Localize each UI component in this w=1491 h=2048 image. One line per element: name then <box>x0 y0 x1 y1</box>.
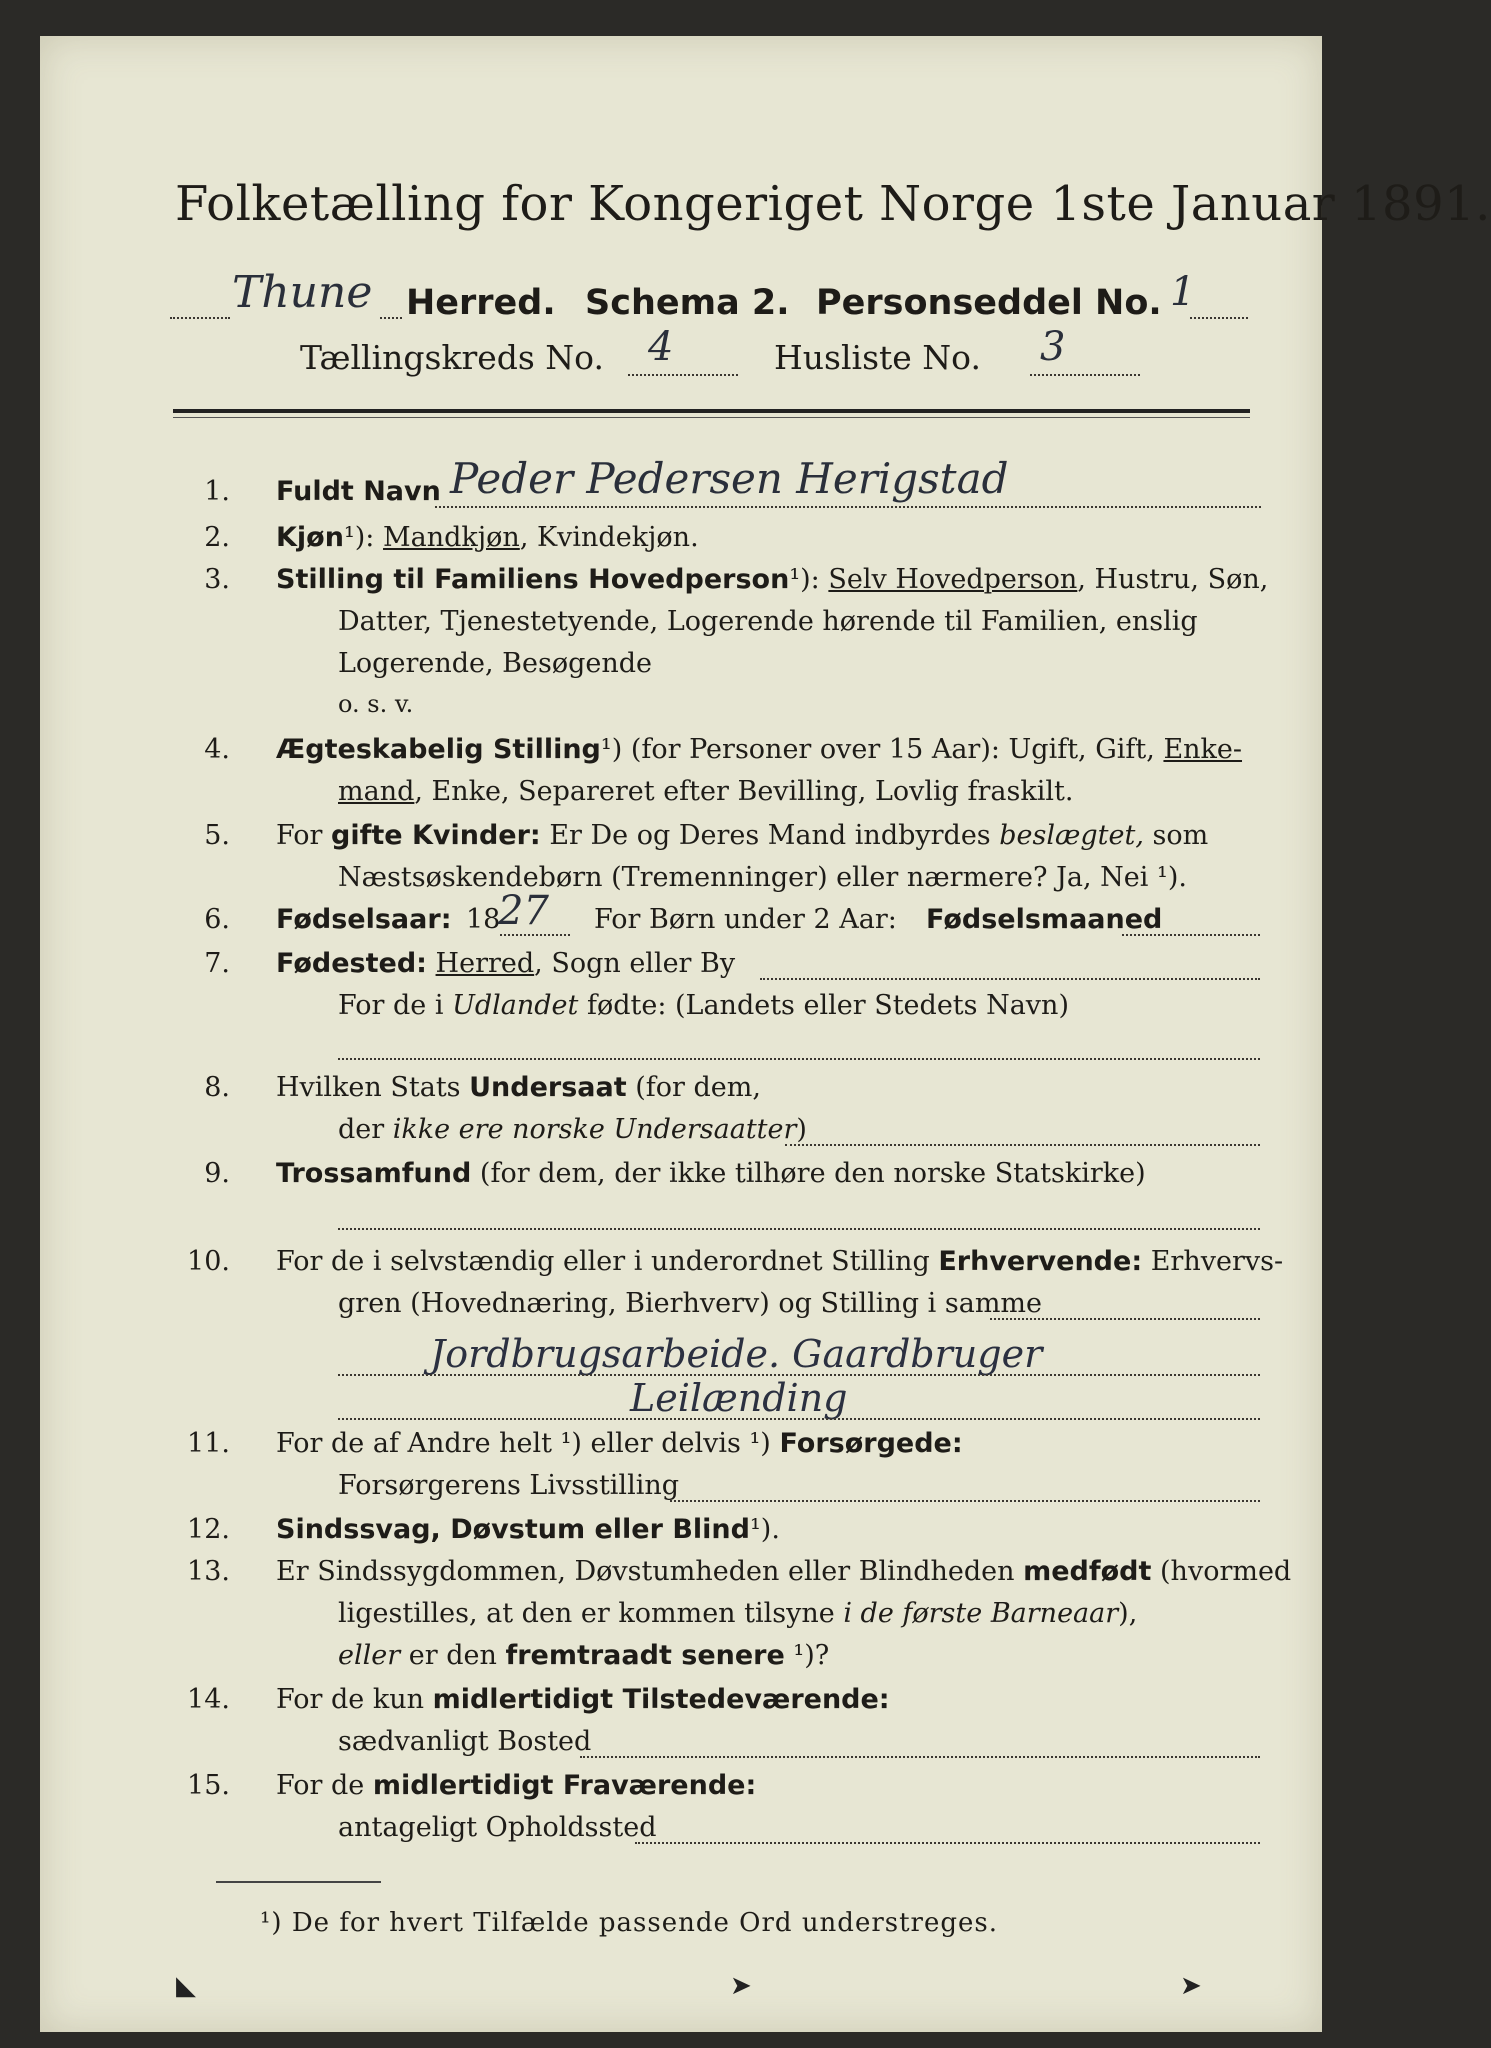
header-line-kreds <box>300 324 1160 388</box>
item-13-medfodt: 13. Er Sindssygdommen, Døvstumheden eller Blindheden medfødt (hvormed ligestilles, at den er kommen tilsyne i de første Barneaar), eller er den fremtraadt senere ¹)? <box>187 1556 1292 1671</box>
footnote-rule <box>216 1881 381 1883</box>
item-9-trossamfund: 9. Trossamfund (for dem, der ikke tilhøre den norske Statskirke) <box>180 1158 1260 1242</box>
item-8-undersaat: 8. Hvilken Stats Undersaat (for dem, der ikke ere norske Undersaatter) <box>180 1072 1260 1156</box>
registration-mark-right: ➤ <box>1180 1971 1202 2001</box>
form-title: Folketælling for Kongeriget Norge 1ste Januar 1891. <box>175 176 1491 232</box>
personseddel-label: Personseddel No. <box>816 283 1162 323</box>
personseddel-value: 1 <box>1170 269 1196 315</box>
erhverv-handwriting-1: Jordbrugsarbeide. Gaardbruger <box>430 1332 1043 1376</box>
mandkjon-underlined: Mandkjøn <box>383 522 520 553</box>
fuldt-navn-label: Fuldt Navn <box>276 476 441 507</box>
item-11-forsorgede: 11. For de af Andre helt ¹) eller delvis ¹) Forsørgede: Forsørgerens Livsstilling <box>180 1428 1260 1512</box>
enkemand-underlined: mand <box>338 776 415 807</box>
footnote: ¹) De for hvert Tilfælde passende Ord understreges. <box>260 1908 999 1938</box>
item-6-fodselsaar: 6. Fødselsaar: 18 27 For Børn under 2 Aar: Fødselsmaaned <box>180 904 1260 946</box>
item-12-sindssvag: 12. Sindssvag, Døvstum eller Blind¹). <box>187 1514 780 1545</box>
selv-hovedperson-underlined: Selv Hovedperson <box>828 564 1078 595</box>
registration-mark-center: ➤ <box>730 1971 752 2001</box>
item-15-fravaerende: 15. For de midlertidigt Fraværende: antageligt Opholdssted <box>180 1770 1260 1854</box>
header-line-herred <box>170 267 1250 331</box>
herred-underlined: Herred <box>435 948 535 979</box>
item-10-erhverv: 10. For de i selvstændig eller i underordnet Stilling Erhvervende: Erhvervs- gren (Hovednæring, Bierhverv) og Stilling i samme Jordbrugsarbeide. Gaardbruger Leilænding <box>187 1246 1284 1420</box>
header-rule-thin <box>173 417 1250 418</box>
item-1-name: 1. Fuldt Navn Peder Pedersen Herigstad <box>180 476 1260 520</box>
kreds-label: Tællingskreds No. <box>300 338 604 377</box>
schema-label: Schema 2. <box>585 283 790 323</box>
herred-label: Herred. <box>406 283 556 323</box>
fodselsaar-value: 27 <box>498 888 549 934</box>
herred-value: Thune <box>232 267 373 318</box>
header-rule <box>173 409 1250 413</box>
census-form-sheet <box>40 36 1491 2032</box>
kreds-value: 4 <box>648 324 674 370</box>
erhverv-handwriting-2: Leilænding <box>630 1376 848 1420</box>
item-2-kjon: 2. Kjøn¹): Mandkjøn, Kvindekjøn. <box>204 522 699 553</box>
item-4-aegteskab: 4. Ægteskabelig Stilling¹) (for Personer over 15 Aar): Ugift, Gift, Enke- mand, Enke, Separeret efter Bevilling, Lovlig fraskilt. <box>204 734 1243 807</box>
item-7-fodested: 7. Fødested: Herred, Sogn eller By For de i Udlandet fødte: (Landets eller Stedets Navn) <box>180 948 1260 1068</box>
fuldt-navn-value: Peder Pedersen Herigstad <box>450 454 1009 503</box>
husliste-label: Husliste No. <box>774 338 981 377</box>
item-5-gifte-kvinder: 5. For gifte Kvinder: Er De og Deres Mand indbyrdes beslægtet, som Næstsøskendebørn (Tremenninger) eller nærmere? Ja, Nei ¹). <box>204 820 1209 893</box>
registration-mark-left: ◣ <box>176 1971 196 2001</box>
item-14-tilstedevaerende: 14. For de kun midlertidigt Tilstedeværende: sædvanligt Bosted <box>180 1684 1260 1768</box>
husliste-value: 3 <box>1040 324 1066 370</box>
item-3-stilling: 3. Stilling til Familiens Hovedperson¹): Selv Hovedperson, Hustru, Søn, Datter, Tjenestetyende, Logerende hørende til Familien, enslig Logerende, Besøgende o. s. v. <box>204 564 1269 718</box>
